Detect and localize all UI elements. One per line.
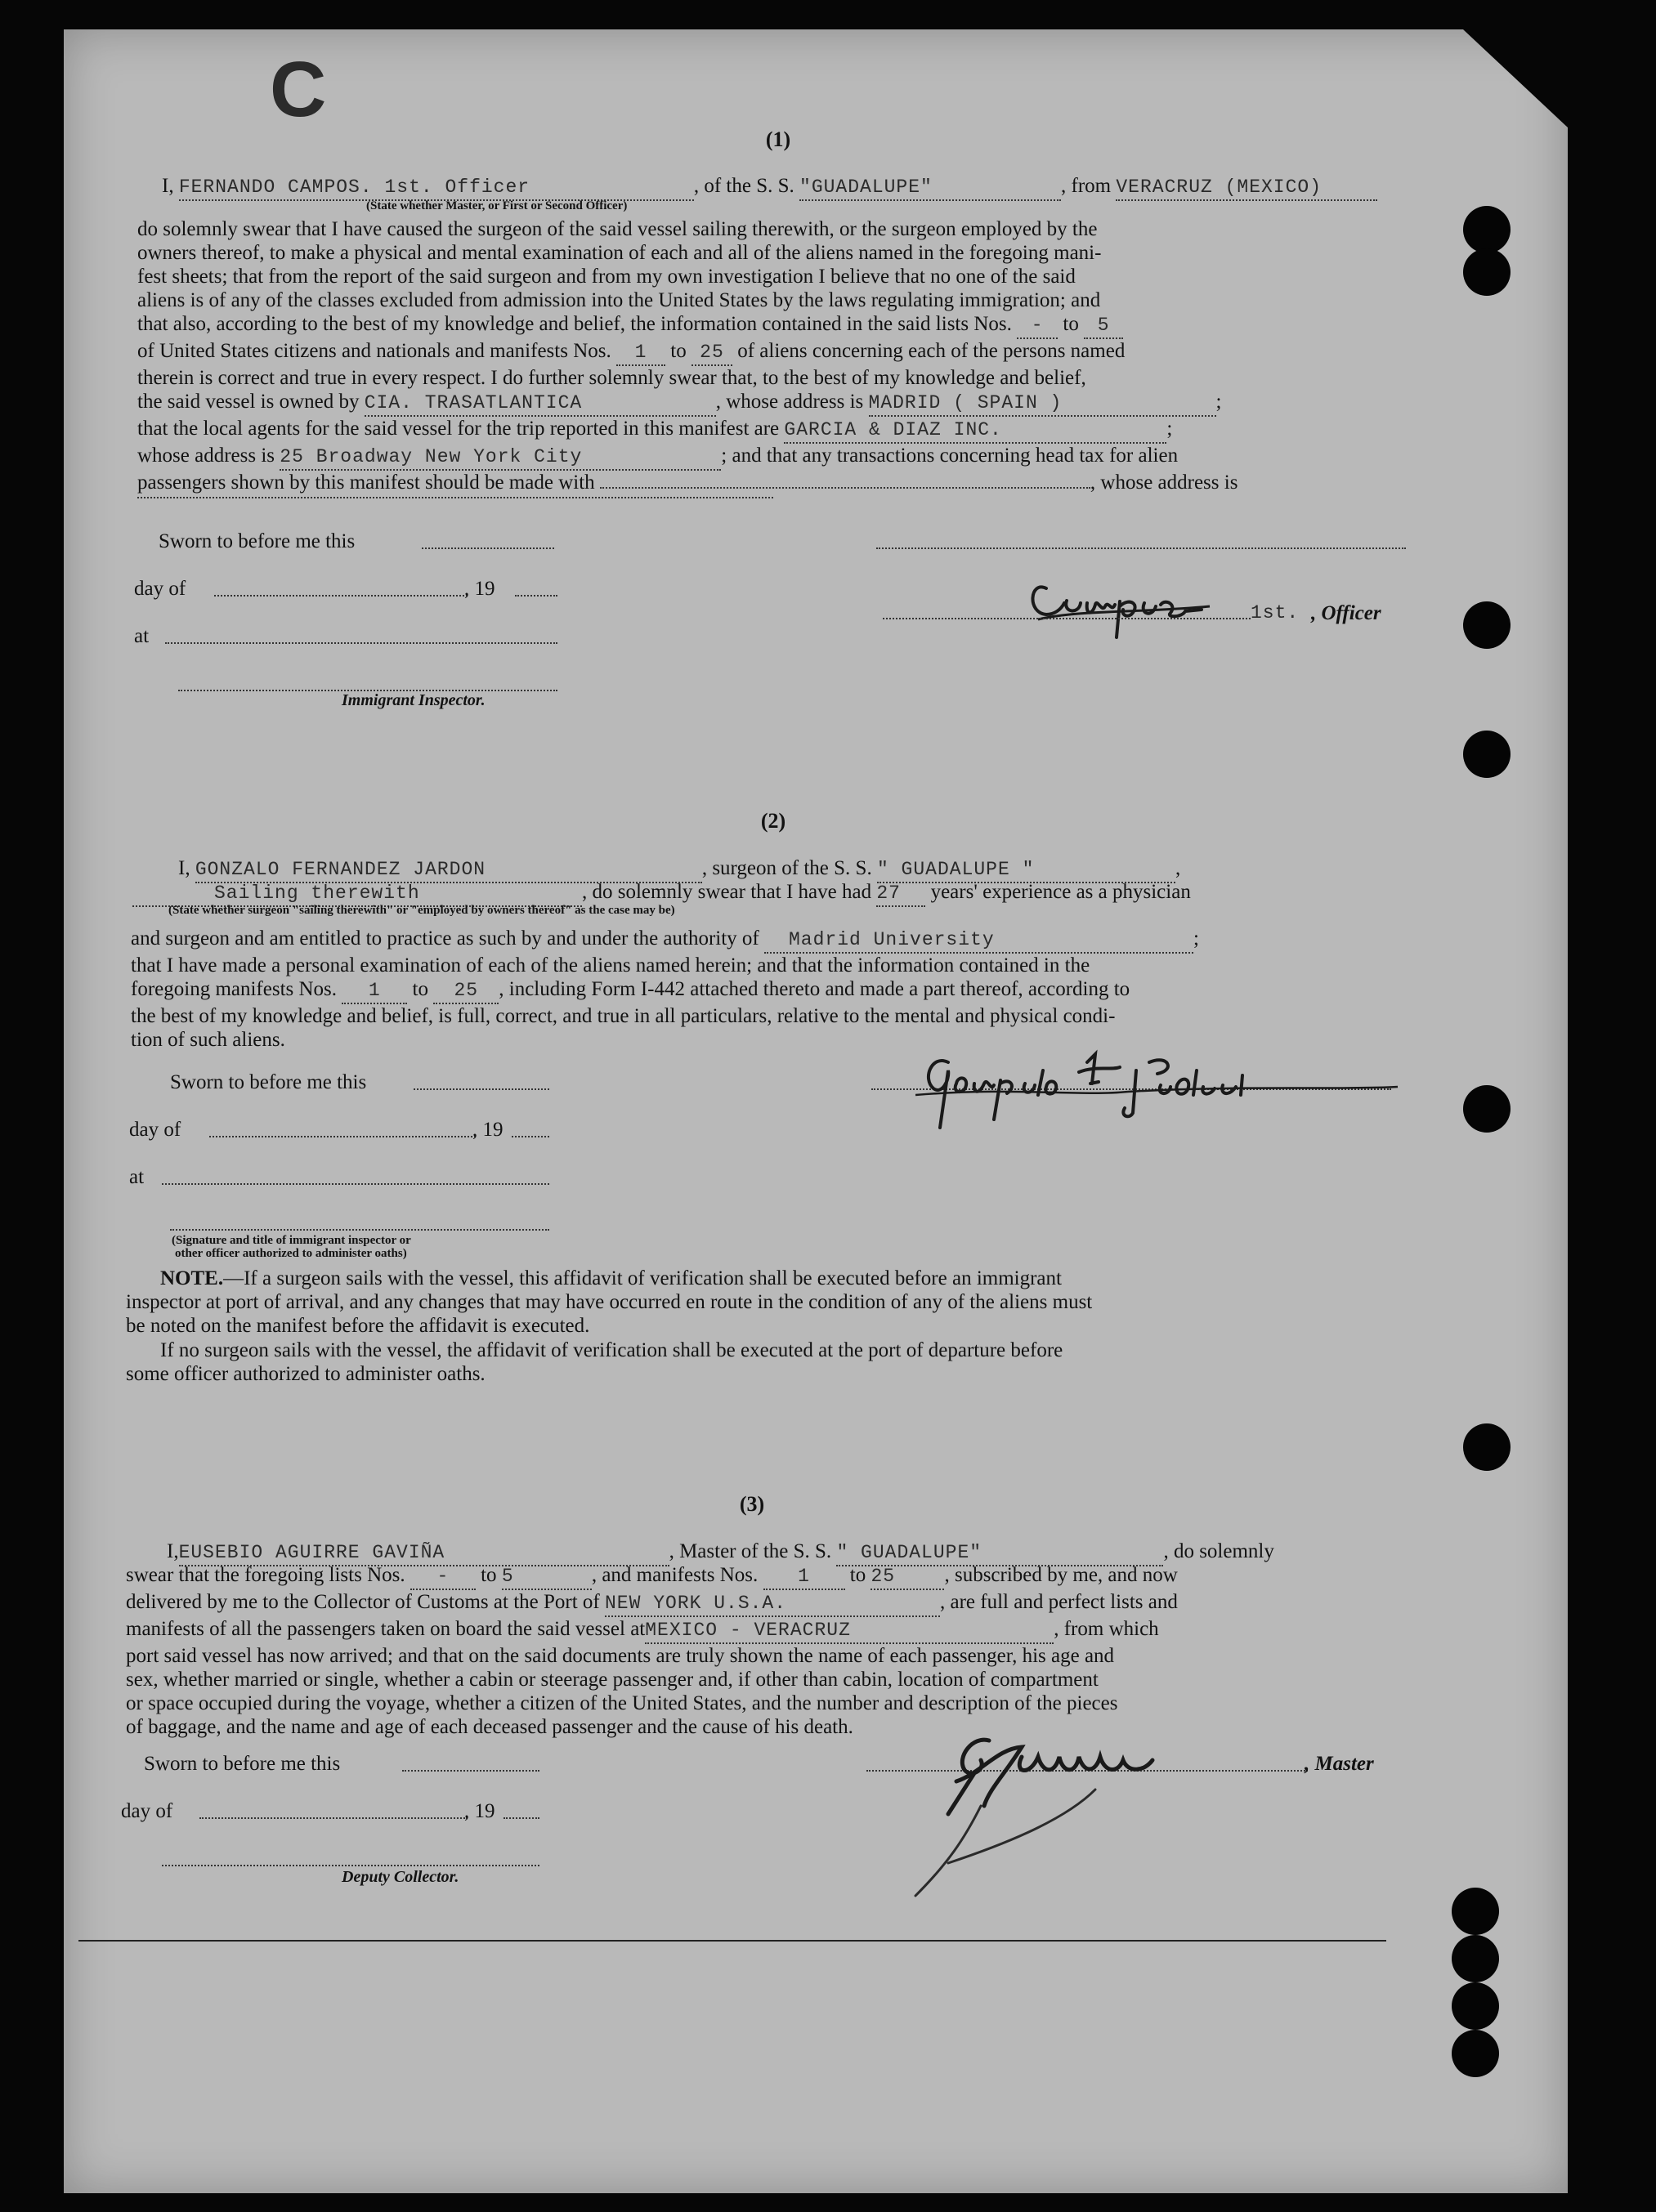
officer-signature-field [876, 547, 1406, 549]
body-line: therein is correct and true in every respect. I do further solemnly swear that, to the best of my knowledge and belief, [137, 367, 1086, 389]
master-lead: I, [167, 1540, 179, 1562]
arrival-port-field: NEW YORK U.S.A. [605, 1592, 940, 1617]
owner-address-label: , whose address is [715, 391, 864, 413]
oath-lead: I, [162, 175, 174, 197]
master-manifests-label: , and manifests Nos. [591, 1564, 759, 1586]
at-field [165, 642, 557, 644]
lists-line [137, 312, 1412, 339]
section2-number: (2) [760, 809, 786, 833]
year-label: , 19 [464, 578, 495, 600]
lists-to-field: 5 [1084, 314, 1123, 339]
headtax-field [600, 487, 1090, 489]
sworn-date-field [402, 1770, 539, 1772]
taken-lead: manifests of all the passengers taken on board the said vessel at [126, 1618, 646, 1640]
manifests-text: of United States citizens and nationals and manifests Nos. [137, 340, 611, 362]
manifests-line [137, 339, 1412, 366]
master-name-field: EUSEBIO AGUIRRE GAVIÑA [179, 1541, 669, 1566]
manifests-tail: of aliens concerning each of the persons named [737, 340, 1126, 362]
headtax-tail: , whose address is [1090, 471, 1238, 494]
inspector-signature-field [170, 1229, 549, 1231]
year-field [512, 1136, 549, 1137]
punch-hole [1452, 2030, 1499, 2077]
section3-number: (3) [739, 1492, 765, 1516]
manifests-to-field: 25 [691, 341, 732, 366]
master-lists-to-label: to [481, 1564, 497, 1586]
bottom-rule [78, 1940, 1386, 1942]
punch-hole [1463, 731, 1511, 778]
section1-oath-line [162, 174, 1494, 201]
master-lists-lead: swear that the foregoing lists Nos. [126, 1564, 405, 1586]
surgeon-manifests-from: 1 [342, 979, 407, 1004]
departure-port-field: MEXICO - VERACRUZ [645, 1619, 1054, 1644]
body-line: tion of such aliens. [131, 1029, 285, 1051]
agents-address-tail: ; and that any transactions concerning head tax for alien [721, 445, 1179, 467]
from-label: , from [1061, 175, 1112, 197]
authority-line: and surgeon and am entitled to practice as such by and under the authority of Madrid University ; [131, 927, 1406, 954]
master-tail: , do solemnly [1163, 1540, 1274, 1562]
note-line: be noted on the manifest before the affidavit is executed. [126, 1315, 590, 1337]
sworn-date-field [422, 547, 554, 549]
section3-body [126, 1563, 1406, 1739]
body-line: fest sheets; that from the report of the said surgeon and from my own investigation I believe that no one of the said [137, 266, 1076, 288]
headtax-line [137, 471, 1412, 494]
note-block [160, 1267, 1406, 1290]
master-lists-line [126, 1563, 1406, 1590]
surgeon-vessel-field: " GUADALUPE " [877, 858, 1175, 883]
punch-hole [1463, 601, 1511, 649]
body-line: the best of my knowledge and belief, is full, correct, and true in all particulars, relative to the mental and physical condi- [131, 1005, 1116, 1027]
master-vessel-label: , Master of the S. S. [669, 1540, 832, 1562]
body-line: do solemnly swear that I have caused the surgeon of the said vessel sailing therewith, or the surgeon employed by the [137, 218, 1098, 240]
collector-signature-field [162, 1865, 539, 1866]
body-line: aliens is of any of the classes excluded from admission into the United States by the laws regulating immigration; and [137, 289, 1101, 311]
at-label: at [134, 625, 150, 647]
agents-line: that the local agents for the said vessel for the trip reported in this manifest are GARCIA & DIAZ INC. ; [137, 417, 1412, 444]
owner-line: the said vessel is owned by CIA. TRASATLANTICA , whose address is MADRID ( SPAIN ) ; [137, 390, 1412, 417]
surgeon-lead: I, [178, 857, 190, 879]
surgeon-signature [915, 1038, 1406, 1136]
day-of-field [214, 595, 468, 597]
corner-fold [1463, 29, 1568, 127]
surgeon-vessel-label: , surgeon of the S. S. [701, 857, 872, 879]
manifests-to-label: to [670, 340, 687, 362]
note-line [160, 1267, 1406, 1290]
collector-label: Deputy Collector. [342, 1868, 459, 1886]
day-of-label: day of [121, 1800, 173, 1822]
punch-hole [1452, 1888, 1499, 1935]
day-of-label: day of [129, 1119, 181, 1141]
officer-name-field: FERNANDO CAMPOS. 1st. Officer [179, 176, 694, 201]
body-line: of baggage, and the name and age of each deceased passenger and the cause of his death. [126, 1716, 853, 1738]
section2-body [131, 927, 1406, 1052]
lists-text: that also, according to the best of my knowledge and belief, the information contained in the said lists Nos. [137, 313, 1012, 335]
taken-tail: , from which [1054, 1618, 1159, 1640]
body-line: that I have made a personal examination of each of the aliens named herein; and that the information contained in the [131, 954, 1090, 976]
master-lists-from: - [410, 1565, 476, 1590]
owner-field: CIA. TRASATLANTICA [365, 391, 716, 417]
collector-lead: delivered by me to the Collector of Customs at the Port of [126, 1591, 600, 1613]
headtax-address-field [137, 497, 773, 498]
surgeon-manifests-lead: foregoing manifests Nos. [131, 978, 338, 1000]
section1-number: (1) [765, 127, 791, 151]
master-title [1305, 1752, 1374, 1776]
punch-hole [1463, 1423, 1511, 1471]
agents-address-line [137, 444, 1412, 471]
officer-sig-line [883, 618, 1251, 619]
body-line: port said vessel has now arrived; and that on the said documents are truly shown the name of each passenger, his age and [126, 1645, 1115, 1667]
master-vessel-field: " GUADALUPE" [836, 1541, 1163, 1566]
note-text: —If a surgeon sails with the vessel, this affidavit of verification shall be executed before an immigrant [223, 1267, 1062, 1289]
collector-tail: , are full and perfect lists and [940, 1591, 1178, 1613]
note-block-rest [126, 1290, 1406, 1338]
officer-title [1311, 601, 1381, 625]
year-label: , 19 [464, 1800, 495, 1822]
taken-line [126, 1617, 1406, 1644]
master-manifests-tail: , subscribed by me, and now [944, 1564, 1178, 1586]
vessel-label: , of the S. S. [693, 175, 794, 197]
owner-lead: the said vessel is owned by [137, 391, 360, 413]
surgeon-name-field: GONZALO FERNANDEZ JARDON [195, 858, 702, 883]
at-field [162, 1183, 549, 1185]
note-line: some officer authorized to administer oaths. [126, 1363, 486, 1385]
surgeon-manifests-to-label: to [412, 978, 428, 1000]
surgeon-manifests-tail: , including Form I-442 attached thereto and made a part thereof, according to [499, 978, 1130, 1000]
day-of-field [209, 1136, 476, 1137]
from-port-field: VERACRUZ (MEXICO) [1116, 176, 1377, 201]
officer-title-text: , Officer [1311, 602, 1381, 624]
master-lists-to: 5 [502, 1565, 592, 1590]
officer-note: (State whether Master, or First or Second Officer) [366, 199, 628, 212]
year-field [515, 595, 557, 597]
lists-from-field: - [1017, 314, 1058, 339]
note-line: inspector at port of arrival, and any changes that may have occurred en route in the condition of any of the aliens must [126, 1291, 1093, 1313]
sig-note-line1: (Signature and title of immigrant inspector or [172, 1234, 411, 1247]
agents-lead: that the local agents for the said vessel for the trip reported in this manifest are [137, 418, 780, 440]
stamp-mark: C [270, 46, 327, 133]
sworn-label: Sworn to before me this [159, 530, 356, 552]
surgeon-manifests-line [131, 977, 1406, 1004]
punch-hole [1452, 1982, 1499, 2030]
sig-note-line2: other officer authorized to administer oaths) [175, 1247, 407, 1260]
sworn-label: Sworn to before me this [144, 1753, 341, 1775]
lists-to-label: to [1063, 313, 1079, 335]
body-line: owners thereof, to make a physical and mental examination of each and all of the aliens named in the foregoing mani- [137, 242, 1102, 264]
master-signature [899, 1724, 1291, 1904]
master-title-text: , Master [1305, 1753, 1374, 1775]
master-manifests-from: 1 [763, 1565, 845, 1590]
vessel-name-field: "GUADALUPE" [799, 176, 1061, 201]
punch-hole [1463, 1085, 1511, 1133]
agents-address-field: 25 Broadway New York City [280, 445, 721, 471]
surgeon-line: I, GONZALO FERNANDEZ JARDON , surgeon of the S. S. " GUADALUPE " , [178, 856, 1180, 883]
years-field: 27 [876, 882, 925, 907]
master-manifests-to-label: to [849, 1564, 866, 1586]
body-line: sex, whether married or single, whether a cabin or steerage passenger and, if other than cabin, location of compartment [126, 1669, 1099, 1691]
punch-hole [1452, 1935, 1499, 1982]
years-tail: years' experience as a physician [930, 881, 1191, 903]
swear-text: , do solemnly swear that I have had [582, 881, 872, 903]
sailing-field: Sailing therewith [132, 882, 582, 907]
at-label: at [129, 1166, 145, 1188]
agents-field: GARCIA & DIAZ INC. [784, 418, 1166, 444]
headtax-lead: passengers shown by this manifest should be made with [137, 471, 595, 494]
owner-address-field: MADRID ( SPAIN ) [869, 391, 1216, 417]
body-line: or space occupied during the voyage, whether a citizen of the United States, and the number and description of the pieces [126, 1692, 1118, 1714]
inspector-label: Immigrant Inspector. [342, 691, 486, 709]
note-line: If no surgeon sails with the vessel, the affidavit of verification shall be executed at the port of departure before [160, 1339, 1063, 1361]
manifests-from-field: 1 [616, 341, 665, 366]
punch-hole [1463, 248, 1511, 296]
sworn-date-field [414, 1088, 549, 1090]
collector-line [126, 1590, 1406, 1617]
note-label: NOTE. [160, 1267, 224, 1289]
agents-address-lead: whose address is [137, 445, 275, 467]
section1-body [137, 217, 1412, 494]
year-field [504, 1817, 539, 1819]
sailing-note: (State whether surgeon "sailing therewith" or "employed by owners thereof" as the case may be) [168, 904, 675, 917]
day-of-label: day of [134, 578, 186, 600]
authority-field: Madrid University [764, 928, 1193, 954]
sworn-label: Sworn to before me this [170, 1071, 367, 1093]
authority-lead: and surgeon and am entitled to practice as such by and under the authority of [131, 927, 759, 950]
officer-rank: 1st. [1251, 602, 1300, 623]
master-manifests-to: 25 [871, 1565, 944, 1590]
year-label: , 19 [472, 1119, 504, 1141]
punch-hole [1463, 206, 1511, 253]
officer-signature [1022, 556, 1218, 646]
surgeon-manifests-to: 25 [433, 979, 499, 1004]
note-block-2 [160, 1338, 1406, 1362]
day-of-field [199, 1817, 468, 1819]
